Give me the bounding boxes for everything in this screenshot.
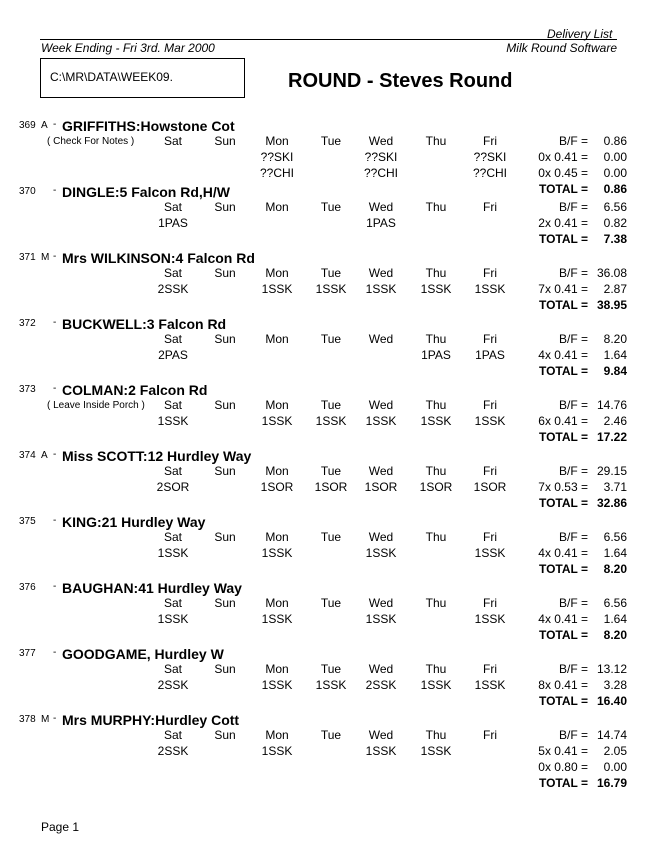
- charge-value: 1.64: [603, 546, 627, 560]
- day-header: Tue: [320, 200, 342, 214]
- delivery-cell: 1SOR: [314, 480, 348, 494]
- delivery-cell: 1SSK: [261, 414, 293, 428]
- delivery-cell: 1SSK: [420, 678, 452, 692]
- customer-entry: [0, 712, 657, 790]
- day-header: Fri: [483, 662, 497, 676]
- customer-flag: A: [41, 120, 48, 131]
- customer-number: 374: [19, 450, 36, 461]
- bf-label: B/F =: [558, 662, 588, 676]
- delivery-cell: 1SSK: [420, 282, 452, 296]
- day-header: Fri: [483, 596, 497, 610]
- total-value: 32.86: [596, 496, 627, 510]
- day-header: Tue: [320, 332, 342, 346]
- customer-name: DINGLE:5 Falcon Rd,H/W: [62, 184, 230, 200]
- total-value: 16.40: [596, 694, 627, 708]
- day-header: Wed: [368, 662, 394, 676]
- total-label: TOTAL =: [538, 776, 588, 790]
- delivery-cell: 1SSK: [474, 678, 506, 692]
- day-header: Thu: [425, 200, 447, 214]
- delivery-cell: ??SKI: [473, 150, 507, 164]
- customer-name: Miss SCOTT:12 Hurdley Way: [62, 448, 252, 464]
- bf-label: B/F =: [558, 530, 588, 544]
- bf-value: 14.76: [596, 398, 627, 412]
- day-header: Wed: [368, 596, 394, 610]
- charge-value: 3.28: [603, 678, 627, 692]
- customer-entry: [0, 316, 657, 382]
- bf-label: B/F =: [558, 596, 588, 610]
- bf-value: 6.56: [603, 530, 627, 544]
- day-header: Thu: [425, 464, 447, 478]
- customer-entry: [0, 580, 657, 646]
- total-label: TOTAL =: [538, 182, 588, 196]
- charge-value: 2.05: [603, 744, 627, 758]
- delivery-cell: 1SSK: [474, 612, 506, 626]
- charge-value: 3.71: [603, 480, 627, 494]
- day-header: Tue: [320, 596, 342, 610]
- day-header: Sat: [163, 662, 182, 676]
- charge-label: 0x 0.41 =: [538, 150, 588, 164]
- day-header: Sat: [163, 398, 182, 412]
- day-header: Mon: [265, 530, 289, 544]
- day-header: Sat: [163, 266, 182, 280]
- charge-label: 7x 0.41 =: [538, 282, 588, 296]
- bf-label: B/F =: [558, 332, 588, 346]
- total-value: 9.84: [603, 364, 627, 378]
- delivery-cell: 1SSK: [261, 546, 293, 560]
- delivery-cell: 1SSK: [315, 678, 347, 692]
- customer-flag: A: [41, 450, 48, 461]
- day-header: Fri: [483, 728, 497, 742]
- customer-entry: [0, 646, 657, 712]
- delivery-cell: ??CHI: [363, 166, 398, 180]
- customer-name: BAUGHAN:41 Hurdley Way: [62, 580, 242, 596]
- day-header: Mon: [265, 134, 289, 148]
- customer-entry: [0, 448, 657, 514]
- customer-dash: -: [53, 251, 57, 262]
- total-label: TOTAL =: [538, 562, 588, 576]
- charge-label: 4x 0.41 =: [538, 546, 588, 560]
- day-header: Sun: [214, 266, 236, 280]
- total-label: TOTAL =: [538, 496, 588, 510]
- customer-dash: -: [53, 581, 57, 592]
- day-header: Sat: [163, 200, 182, 214]
- day-header: Thu: [425, 530, 447, 544]
- charge-label: 0x 0.45 =: [538, 166, 588, 180]
- round-title: ROUND - Steves Round: [288, 70, 513, 92]
- day-header: Mon: [265, 332, 289, 346]
- bf-value: 36.08: [596, 266, 627, 280]
- customer-number: 371: [19, 252, 36, 263]
- charge-value: 1.64: [603, 348, 627, 362]
- total-label: TOTAL =: [538, 232, 588, 246]
- day-header: Fri: [483, 398, 497, 412]
- delivery-cell: 1SOR: [260, 480, 294, 494]
- delivery-cell: 1SSK: [365, 546, 397, 560]
- delivery-cell: ??SKI: [364, 150, 398, 164]
- header-rule: [40, 39, 617, 40]
- bf-label: B/F =: [558, 398, 588, 412]
- delivery-cell: 2SSK: [365, 678, 397, 692]
- customer-name: KING:21 Hurdley Way: [62, 514, 206, 530]
- customer-flag: M: [41, 714, 50, 725]
- day-header: Tue: [320, 464, 342, 478]
- total-value: 8.20: [603, 562, 627, 576]
- total-label: TOTAL =: [538, 694, 588, 708]
- day-header: Wed: [368, 464, 394, 478]
- customer-number: 376: [19, 582, 36, 593]
- total-value: 0.86: [603, 182, 627, 196]
- total-value: 16.79: [596, 776, 627, 790]
- day-header: Thu: [425, 134, 447, 148]
- delivery-cell: 1SSK: [261, 282, 293, 296]
- delivery-cell: 1SSK: [365, 744, 397, 758]
- bf-value: 6.56: [603, 596, 627, 610]
- delivery-cell: 1PAS: [366, 216, 396, 230]
- delivery-cell: 1SSK: [365, 414, 397, 428]
- customer-name: GOODGAME, Hurdley W: [62, 646, 224, 662]
- charge-label: 6x 0.41 =: [538, 414, 588, 428]
- day-header: Fri: [483, 200, 497, 214]
- day-header: Fri: [483, 266, 497, 280]
- day-header: Wed: [368, 332, 394, 346]
- day-header: Thu: [425, 266, 447, 280]
- customer-entry: [0, 184, 657, 250]
- charge-value: 2.46: [603, 414, 627, 428]
- customer-flag: M: [41, 252, 50, 263]
- bf-label: B/F =: [558, 728, 588, 742]
- bf-label: B/F =: [558, 266, 588, 280]
- day-header: Wed: [368, 398, 394, 412]
- day-header: Sun: [214, 728, 236, 742]
- bf-value: 8.20: [603, 332, 627, 346]
- delivery-cell: 1SSK: [157, 546, 189, 560]
- charge-label: 4x 0.41 =: [538, 612, 588, 626]
- day-header: Wed: [368, 134, 394, 148]
- customer-dash: -: [53, 185, 57, 196]
- day-header: Thu: [425, 728, 447, 742]
- bf-value: 6.56: [603, 200, 627, 214]
- bf-value: 29.15: [596, 464, 627, 478]
- delivery-cell: 1SSK: [261, 744, 293, 758]
- delivery-cell: 2SOR: [156, 480, 190, 494]
- day-header: Tue: [320, 398, 342, 412]
- bf-label: B/F =: [558, 200, 588, 214]
- day-header: Sat: [163, 530, 182, 544]
- day-header: Tue: [320, 728, 342, 742]
- day-header: Sun: [214, 398, 236, 412]
- day-header: Thu: [425, 596, 447, 610]
- day-header: Mon: [265, 200, 289, 214]
- charge-value: 0.82: [603, 216, 627, 230]
- customer-dash: -: [53, 515, 57, 526]
- day-header: Thu: [425, 332, 447, 346]
- total-label: TOTAL =: [538, 364, 588, 378]
- customer-note: ( Check For Notes ): [47, 136, 135, 147]
- delivery-cell: 2PAS: [158, 348, 188, 362]
- day-header: Thu: [425, 398, 447, 412]
- total-label: TOTAL =: [538, 430, 588, 444]
- data-path-box: [40, 58, 245, 98]
- week-ending: Week Ending - Fri 3rd. Mar 2000: [41, 41, 215, 55]
- day-header: Thu: [425, 662, 447, 676]
- day-header: Sun: [214, 332, 236, 346]
- customer-number: 375: [19, 516, 36, 527]
- day-header: Sun: [214, 662, 236, 676]
- customer-entry: [0, 382, 657, 448]
- bf-label: B/F =: [558, 134, 588, 148]
- customer-dash: -: [53, 647, 57, 658]
- total-value: 17.22: [596, 430, 627, 444]
- customer-dash: -: [53, 383, 57, 394]
- delivery-cell: 1SSK: [474, 414, 506, 428]
- day-header: Wed: [368, 266, 394, 280]
- delivery-cell: 1PAS: [475, 348, 505, 362]
- charge-label: 8x 0.41 =: [538, 678, 588, 692]
- day-header: Tue: [320, 134, 342, 148]
- delivery-cell: 1SSK: [261, 612, 293, 626]
- customer-name: Mrs WILKINSON:4 Falcon Rd: [62, 250, 255, 266]
- delivery-cell: 2SSK: [157, 744, 189, 758]
- delivery-cell: 1SSK: [474, 546, 506, 560]
- delivery-cell: 2SSK: [157, 282, 189, 296]
- day-header: Mon: [265, 398, 289, 412]
- delivery-cell: 1SSK: [365, 612, 397, 626]
- day-header: Sun: [214, 134, 236, 148]
- day-header: Sun: [214, 530, 236, 544]
- day-header: Mon: [265, 728, 289, 742]
- total-value: 7.38: [603, 232, 627, 246]
- delivery-cell: 1SSK: [474, 282, 506, 296]
- charge-value: 1.64: [603, 612, 627, 626]
- charge-label: 5x 0.41 =: [538, 744, 588, 758]
- day-header: Fri: [483, 530, 497, 544]
- delivery-cell: ??SKI: [260, 150, 294, 164]
- delivery-cell: ??CHI: [472, 166, 507, 180]
- customer-name: GRIFFITHS:Howstone Cot: [62, 118, 235, 134]
- total-label: TOTAL =: [538, 628, 588, 642]
- day-header: Tue: [320, 530, 342, 544]
- customer-entry: [0, 250, 657, 316]
- bf-value: 14.74: [596, 728, 627, 742]
- delivery-cell: 1SSK: [261, 678, 293, 692]
- day-header: Sat: [163, 464, 182, 478]
- customer-note: ( Leave Inside Porch ): [47, 400, 145, 411]
- delivery-cell: 1SSK: [157, 612, 189, 626]
- delivery-cell: 1PAS: [158, 216, 188, 230]
- customer-number: 377: [19, 648, 36, 659]
- day-header: Mon: [265, 596, 289, 610]
- day-header: Sat: [163, 332, 182, 346]
- customer-entry: [0, 514, 657, 580]
- day-header: Wed: [368, 530, 394, 544]
- data-path: C:\MR\DATA\WEEK09.: [50, 70, 173, 84]
- customer-dash: -: [53, 713, 57, 724]
- customer-dash: -: [53, 119, 57, 130]
- charge-label: 7x 0.53 =: [538, 480, 588, 494]
- total-label: TOTAL =: [538, 298, 588, 312]
- software-name: Milk Round Software: [506, 41, 617, 55]
- bf-label: B/F =: [558, 464, 588, 478]
- total-value: 8.20: [603, 628, 627, 642]
- total-value: 38.95: [596, 298, 627, 312]
- day-header: Mon: [265, 662, 289, 676]
- bf-value: 13.12: [596, 662, 627, 676]
- delivery-cell: 1SSK: [315, 414, 347, 428]
- day-header: Wed: [368, 728, 394, 742]
- day-header: Sat: [163, 134, 182, 148]
- customer-name: Mrs MURPHY:Hurdley Cott: [62, 712, 240, 728]
- day-header: Sun: [214, 596, 236, 610]
- day-header: Mon: [265, 266, 289, 280]
- delivery-cell: 1SSK: [315, 282, 347, 296]
- delivery-cell: 2SSK: [157, 678, 189, 692]
- day-header: Fri: [483, 332, 497, 346]
- customer-number: 370: [19, 186, 36, 197]
- customer-dash: -: [53, 317, 57, 328]
- delivery-cell: 1PAS: [421, 348, 451, 362]
- day-header: Fri: [483, 134, 497, 148]
- delivery-cell: 1SSK: [157, 414, 189, 428]
- charge-label: 2x 0.41 =: [538, 216, 588, 230]
- charge-value: 0.00: [603, 760, 627, 774]
- charge-label: 0x 0.80 =: [538, 760, 588, 774]
- day-header: Sat: [163, 596, 182, 610]
- delivery-cell: 1SOR: [419, 480, 453, 494]
- bf-value: 0.86: [603, 134, 627, 148]
- charge-value: 0.00: [603, 150, 627, 164]
- day-header: Fri: [483, 464, 497, 478]
- day-header: Tue: [320, 266, 342, 280]
- customer-number: 378: [19, 714, 36, 725]
- day-header: Sun: [214, 200, 236, 214]
- delivery-cell: 1SSK: [420, 414, 452, 428]
- delivery-cell: 1SOR: [473, 480, 507, 494]
- delivery-cell: 1SSK: [365, 282, 397, 296]
- customer-name: COLMAN:2 Falcon Rd: [62, 382, 208, 398]
- customer-number: 373: [19, 384, 36, 395]
- report-title: Delivery List: [547, 27, 613, 41]
- day-header: Mon: [265, 464, 289, 478]
- delivery-cell: ??CHI: [259, 166, 294, 180]
- day-header: Sun: [214, 464, 236, 478]
- charge-value: 2.87: [603, 282, 627, 296]
- delivery-cell: 1SSK: [420, 744, 452, 758]
- day-header: Sat: [163, 728, 182, 742]
- charge-value: 0.00: [603, 166, 627, 180]
- page-number: Page 1: [41, 820, 80, 834]
- delivery-cell: 1SOR: [364, 480, 398, 494]
- customer-number: 369: [19, 120, 36, 131]
- customer-dash: -: [53, 449, 57, 460]
- day-header: Tue: [320, 662, 342, 676]
- charge-label: 4x 0.41 =: [538, 348, 588, 362]
- customer-number: 372: [19, 318, 36, 329]
- customer-name: BUCKWELL:3 Falcon Rd: [62, 316, 227, 332]
- day-header: Wed: [368, 200, 394, 214]
